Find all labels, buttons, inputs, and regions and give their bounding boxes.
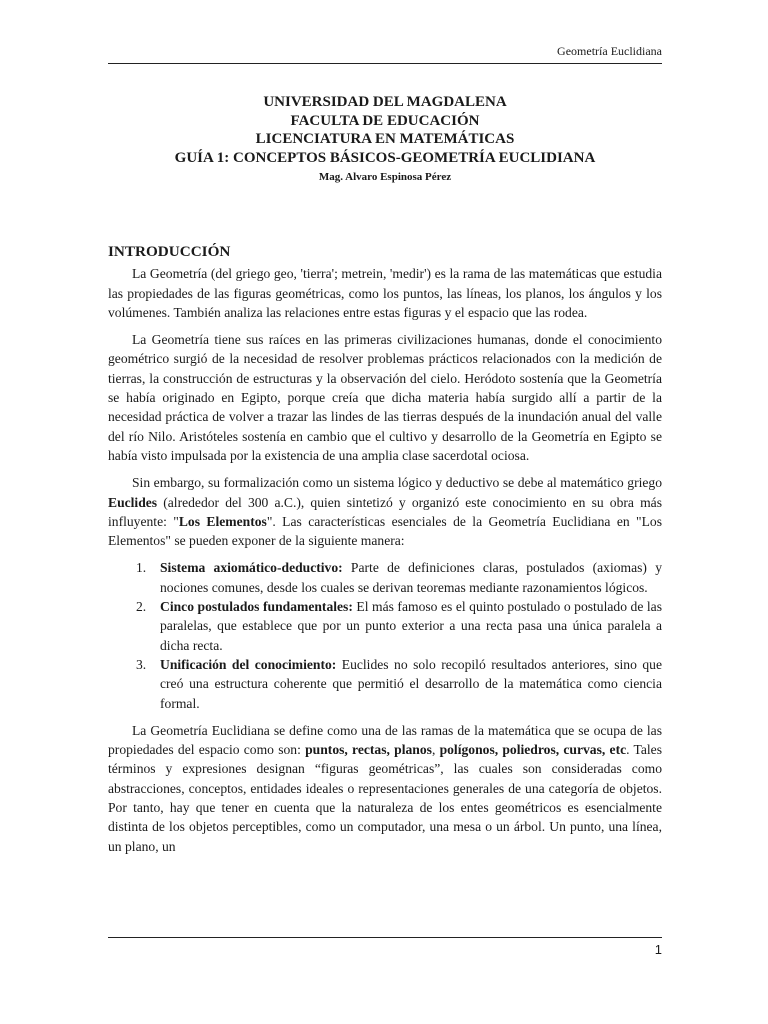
list-term: Cinco postulados fundamentales:: [160, 599, 353, 615]
paragraph-3-text: Sin embargo, su formalización como un sistema lógico y deductivo se debe al matemático griego: [132, 475, 662, 491]
guide-title: GUÍA 1: CONCEPTOS BÁSICOS-GEOMETRÍA EUCLIDIANA: [174, 149, 596, 166]
author-name: Mag. Alvaro Espinosa Pérez: [318, 171, 452, 183]
paragraph-4-text: ,: [431, 742, 440, 758]
list-text: El más famoso es el quinto postulado o postulado de las paralelas, que establece que por un punto exterior a una recta pasa una única paralela a dicha recta.: [160, 599, 662, 653]
paragraph-4-text: . Tales términos y expresiones designan “figuras geométricas”, las cuales son consideradas como abstracciones, conceptos, entidades ideales o representaciones generales de una categoría de objetos. Por tanto, hay que tener en cuenta que la naturaleza de los entes geométricos es esencialmente distinta de los objetos perceptibles, como un computador, una mesa o un árbol. Un punto, una línea, un plano, un: [108, 742, 663, 854]
paragraph-3: [108, 473, 662, 550]
euclides-term: Euclides: [108, 494, 158, 510]
paragraph-3-text: (alrededor del 300 a.C.), quien sintetizó y organizó este conocimiento en su obra más influyente: ": [108, 494, 662, 529]
list-item: [108, 597, 662, 655]
characteristics-list: [108, 558, 662, 712]
footer-rule: [108, 937, 662, 938]
paragraph-3-text: ". Las características esenciales de la Geometría Euclidiana en "Los Elementos" se pueden exponer de la siguiente manera:: [108, 513, 662, 549]
page-number: 1: [654, 942, 662, 957]
document-body: [108, 242, 662, 864]
list-term: Unificación del conocimiento:: [160, 656, 337, 672]
list-number: 2.: [136, 599, 147, 615]
list-term: Sistema axiomático-deductivo:: [160, 560, 343, 576]
paragraph-1: La Geometría (del griego geo, 'tierra'; metrein, 'medir') es la rama de las matemáticas que estudia las propiedades de las figuras geométricas, como los puntos, las líneas, los planos, los ángulos y los volúmenes. También analiza las relaciones entre estas figuras y el espacio que las rodea.: [108, 266, 662, 320]
los-elementos-term: Los Elementos: [178, 513, 267, 529]
list-text: Parte de definiciones claras, postulados (axiomas) y nociones comunes, desde los cuales se derivan teoremas mediante razonamientos lógicos.: [160, 560, 663, 595]
program-name: LICENCIATURA EN MATEMÁTICAS: [255, 131, 515, 147]
geometry-terms: polígonos, poliedros, curvas, etc: [439, 742, 627, 758]
section-heading: INTRODUCCIÓN: [108, 243, 231, 260]
geometry-terms: puntos, rectas, planos: [305, 742, 432, 758]
list-number: 3.: [136, 656, 147, 672]
university-name: UNIVERSIDAD DEL MAGDALENA: [263, 94, 507, 110]
paragraph-4-text: La Geometría Euclidiana se define como una de las ramas de la matemática que se ocupa de las propiedades del espacio como son:: [108, 722, 662, 758]
running-header: Geometría Euclidiana: [108, 44, 662, 64]
title-block: [108, 93, 662, 183]
paragraph-2: La Geometría tiene sus raíces en las primeras civilizaciones humanas, donde el conocimiento geométrico surgió de la necesidad de resolver problemas prácticos relacionados con la medición de tierras, la construcción de estructuras y la observación del cielo. Heródoto sostenía que la Geometría se había originado en Egipto, porque creía que dicha materia había surgido allí a partir de la necesidad práctica de volver a trazar las lindes de las tierras después de la inundación anual del valle del río Nilo. Aristóteles sostenía en cambio que el cultivo y desarrollo de la Geometría en Egipto se había visto impulsada por la existencia de una amplia clase sacerdotal ociosa.: [108, 332, 662, 463]
paragraph-4: [108, 721, 662, 856]
list-text: Euclides no solo recopiló resultados anteriores, sino que creó una estructura coherente que permitió el desarrollo de la matemática como ciencia formal.: [160, 656, 662, 711]
faculty-name: FACULTA DE EDUCACIÓN: [290, 112, 480, 129]
list-number: 1.: [136, 560, 147, 576]
list-item: [108, 655, 662, 713]
list-item: [108, 558, 662, 597]
